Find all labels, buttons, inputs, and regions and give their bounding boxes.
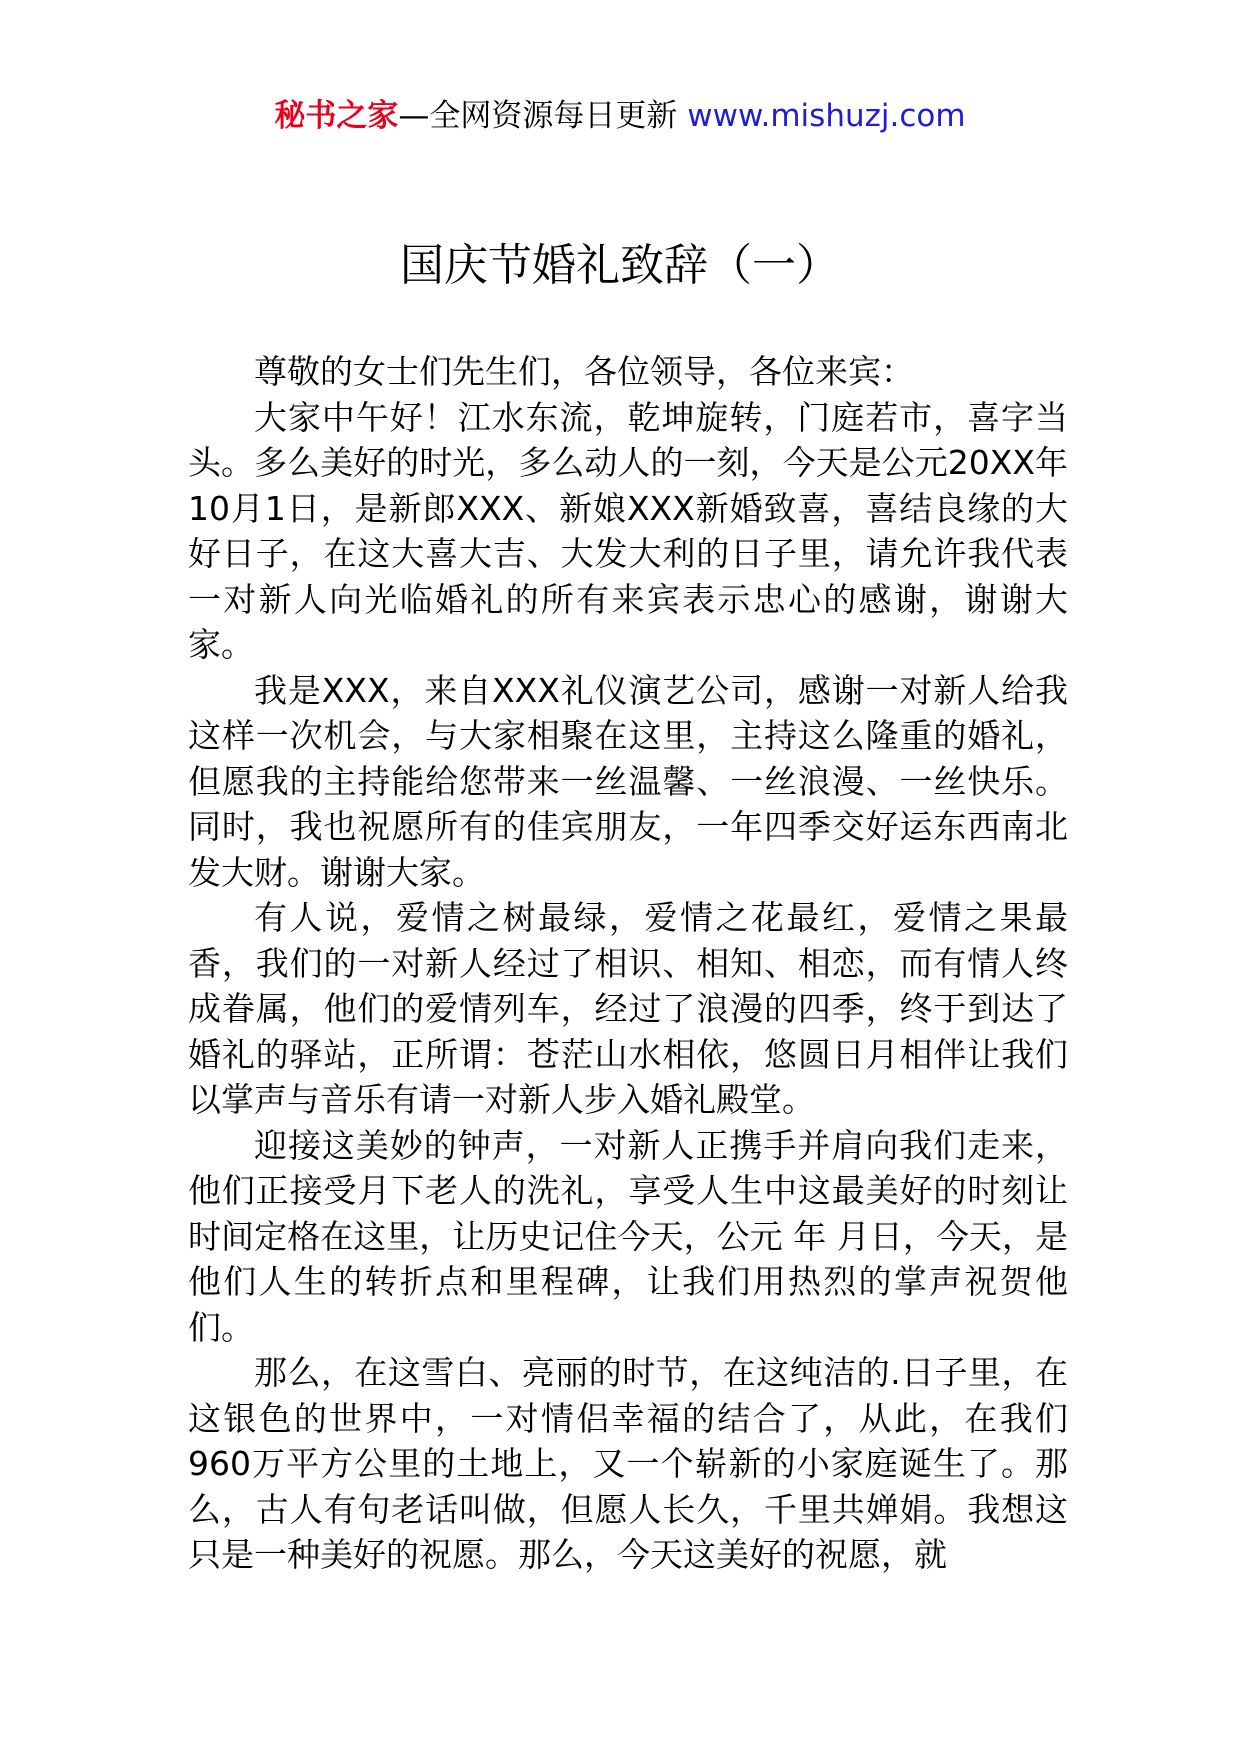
paragraph-salutation: 尊敬的女士们先生们，各位领导，各位来宾：: [254, 352, 914, 391]
document-title: 国庆节婚礼致辞（一）: [400, 240, 840, 291]
site-slogan: —全网资源每日更新: [398, 98, 688, 134]
site-header: [0, 98, 1240, 135]
site-brand: 秘书之家: [274, 98, 399, 134]
paragraph: 我是XXX，来自XXX礼仪演艺公司，感谢一对新人给我这样一次机会，与大家相聚在这里，主持这么隆重的婚礼，但愿我的主持能给您带来一丝温馨、一丝浪漫、一丝快乐。同时，我也祝愿所有的佳宾朋友，一年四季交好运东西南北发大财。谢谢大家。: [188, 670, 1068, 892]
site-url-link[interactable]: www.mishuzj.com: [687, 98, 966, 134]
paragraph: 有人说，爱情之树最绿，爱情之花最红，爱情之果最香，我们的一对新人经过了相识、相知、相恋，而有情人终成眷属，他们的爱情列车，经过了浪漫的四季，终于到达了婚礼的驿站，正所谓：苍茫山水相依，悠圆日月相伴让我们以掌声与音乐有请一对新人步入婚礼殿堂。: [188, 898, 1068, 1119]
paragraph: 迎接这美妙的钟声，一对新人正携手并肩向我们走来，他们正接受月下老人的洗礼，享受人生中这最美好的时刻让时间定格在这里，让历史记住今天，公元 年 月日，今天，是他们人生的转折点和里程碑，让我们用热烈的掌声祝贺他们。: [188, 1125, 1068, 1347]
paragraph: 那么，在这雪白、亮丽的时节，在这纯洁的.日子里，在这银色的世界中，一对情侣幸福的结合了，从此，在我们960万平方公里的土地上，又一个崭新的小家庭诞生了。那么，古人有句老话叫做，但愿人长久，千里共婵娟。我想这只是一种美好的祝愿。那么，今天这美好的祝愿，就: [188, 1353, 1068, 1574]
document-body: [188, 349, 1068, 1578]
paragraph: 大家中午好！江水东流，乾坤旋转，门庭若市，喜字当头。多么美好的时光，多么动人的一刻，今天是公元20XX年10月1日，是新郎XXX、新娘XXX新婚致喜，喜结良缘的大好日子，在这大喜大吉、大发大利的日子里，请允许我代表一对新人向光临婚礼的所有来宾表示忠心的感谢，谢谢大家。: [188, 397, 1068, 664]
